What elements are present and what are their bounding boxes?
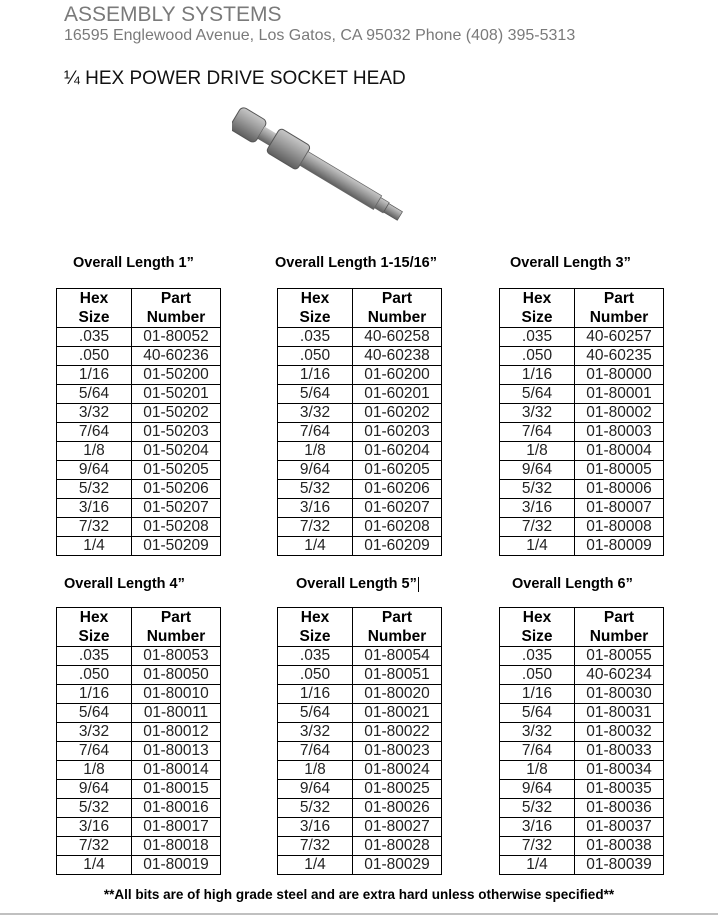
header-part-number: Part Number (132, 608, 221, 647)
hex-size-cell: 7/32 (278, 518, 353, 537)
table-row (500, 385, 664, 404)
table-row (500, 761, 664, 780)
hex-size-cell: 7/64 (278, 742, 353, 761)
table-row (57, 666, 221, 685)
hex-size-cell: .050 (278, 347, 353, 366)
table-row (278, 385, 442, 404)
part-number-cell: 40-60236 (132, 347, 221, 366)
table-row (57, 856, 221, 875)
table-row (500, 499, 664, 518)
table-row (57, 704, 221, 723)
table-row (500, 404, 664, 423)
table-row (57, 837, 221, 856)
hex-size-cell: 7/32 (57, 518, 132, 537)
part-number-cell: 01-80051 (353, 666, 442, 685)
part-number-cell: 01-60203 (353, 423, 442, 442)
table-row (278, 461, 442, 480)
hex-size-cell: 5/64 (278, 385, 353, 404)
part-number-cell: 01-50205 (132, 461, 221, 480)
table-row (57, 742, 221, 761)
table-row (57, 328, 221, 347)
header-part-number: Part Number (353, 608, 442, 647)
hex-size-cell: 7/64 (500, 742, 575, 761)
parts-table-6in (499, 607, 664, 875)
parts-table-4in (56, 607, 221, 875)
part-number-cell: 01-80027 (353, 818, 442, 837)
table-row (500, 647, 664, 666)
table-row (500, 442, 664, 461)
part-number-cell: 01-50207 (132, 499, 221, 518)
hex-size-cell: 9/64 (500, 461, 575, 480)
part-number-cell: 01-80016 (132, 799, 221, 818)
table-row (57, 480, 221, 499)
header-hex-size: Hex Size (278, 289, 353, 328)
hex-size-cell: .050 (500, 347, 575, 366)
table-row (278, 404, 442, 423)
part-number-cell: 01-80029 (353, 856, 442, 875)
hex-size-cell: 5/64 (57, 385, 132, 404)
hex-size-cell: .035 (500, 328, 575, 347)
part-number-cell: 01-80026 (353, 799, 442, 818)
part-number-cell: 01-80037 (575, 818, 664, 837)
hex-size-cell: 3/16 (57, 818, 132, 837)
group-title-4in: Overall Length 4” (64, 576, 185, 592)
table-row (278, 780, 442, 799)
hex-size-cell: 1/8 (500, 761, 575, 780)
hex-size-cell: 5/64 (278, 704, 353, 723)
hex-size-cell: .035 (500, 647, 575, 666)
hex-size-cell: 1/16 (57, 685, 132, 704)
hex-size-cell: 7/64 (278, 423, 353, 442)
table-row (57, 518, 221, 537)
hex-size-cell: 1/4 (278, 537, 353, 556)
table-row (500, 537, 664, 556)
table-row (500, 666, 664, 685)
hex-size-cell: 1/4 (500, 856, 575, 875)
hex-size-cell: 5/32 (500, 480, 575, 499)
table-row (278, 818, 442, 837)
table-row (500, 685, 664, 704)
part-number-cell: 01-80022 (353, 723, 442, 742)
header-part-number: Part Number (575, 289, 664, 328)
part-number-cell: 01-80000 (575, 366, 664, 385)
part-number-cell: 01-50209 (132, 537, 221, 556)
part-number-cell: 01-80052 (132, 328, 221, 347)
company-address: 16595 Englewood Avenue, Los Gatos, CA 95032 Phone (408) 395-5313 (64, 27, 576, 44)
hex-size-cell: 1/8 (278, 442, 353, 461)
table-row (278, 442, 442, 461)
group-title-6in: Overall Length 6” (512, 576, 633, 592)
part-number-cell: 01-80024 (353, 761, 442, 780)
hex-size-cell: .050 (278, 666, 353, 685)
part-number-cell: 40-60238 (353, 347, 442, 366)
company-name: ASSEMBLY SYSTEMS (64, 3, 282, 26)
hex-size-cell: 3/32 (500, 404, 575, 423)
hex-size-cell: 9/64 (57, 780, 132, 799)
part-number-cell: 01-60205 (353, 461, 442, 480)
table-row (500, 723, 664, 742)
header-part-number: Part Number (132, 289, 221, 328)
part-number-cell: 01-80019 (132, 856, 221, 875)
header-hex-size: Hex Size (278, 608, 353, 647)
group-title-1in: Overall Length 1” (73, 255, 194, 271)
header-hex-size: Hex Size (57, 289, 132, 328)
part-number-cell: 01-60204 (353, 442, 442, 461)
part-number-cell: 01-80017 (132, 818, 221, 837)
part-number-cell: 01-50201 (132, 385, 221, 404)
table-row (278, 799, 442, 818)
hex-size-cell: 1/4 (278, 856, 353, 875)
part-number-cell: 01-80006 (575, 480, 664, 499)
hex-size-cell: 1/8 (57, 442, 132, 461)
table-row (57, 723, 221, 742)
part-number-cell: 01-80021 (353, 704, 442, 723)
hex-size-cell: 9/64 (57, 461, 132, 480)
part-number-cell: 01-80004 (575, 442, 664, 461)
table-row (278, 837, 442, 856)
part-number-cell: 01-80025 (353, 780, 442, 799)
page-title: ¼ HEX POWER DRIVE SOCKET HEAD (64, 68, 406, 89)
part-number-cell: 01-80012 (132, 723, 221, 742)
part-number-cell: 01-80039 (575, 856, 664, 875)
hex-size-cell: 3/16 (278, 499, 353, 518)
table-row (278, 723, 442, 742)
table-row (278, 423, 442, 442)
hex-bit-image (232, 98, 457, 238)
part-number-cell: 01-50206 (132, 480, 221, 499)
table-row (57, 499, 221, 518)
hex-size-cell: 3/32 (57, 723, 132, 742)
hex-size-cell: 5/64 (500, 385, 575, 404)
table-row (278, 499, 442, 518)
parts-table-3in (499, 288, 664, 556)
part-number-cell: 01-80036 (575, 799, 664, 818)
hex-size-cell: 1/16 (278, 366, 353, 385)
hex-size-cell: 5/32 (57, 480, 132, 499)
hex-size-cell: .050 (57, 347, 132, 366)
parts-table-5in (277, 607, 442, 875)
table-row (278, 537, 442, 556)
table-row (57, 818, 221, 837)
table-row (278, 328, 442, 347)
table-row (278, 742, 442, 761)
hex-size-cell: 3/16 (278, 818, 353, 837)
part-number-cell: 01-80001 (575, 385, 664, 404)
part-number-cell: 01-50202 (132, 404, 221, 423)
table-row (278, 666, 442, 685)
part-number-cell: 01-80038 (575, 837, 664, 856)
part-number-cell: 01-50208 (132, 518, 221, 537)
table-row (57, 537, 221, 556)
hex-size-cell: 1/8 (500, 442, 575, 461)
table-row (500, 780, 664, 799)
hex-size-cell: 3/32 (278, 404, 353, 423)
table-row (500, 518, 664, 537)
hex-size-cell: 7/64 (57, 423, 132, 442)
hex-size-cell: 1/16 (57, 366, 132, 385)
table-row (278, 685, 442, 704)
table-row (500, 347, 664, 366)
table-row (500, 328, 664, 347)
table-row (57, 404, 221, 423)
part-number-cell: 01-50204 (132, 442, 221, 461)
hex-size-cell: 1/4 (500, 537, 575, 556)
header-part-number: Part Number (575, 608, 664, 647)
table-row (500, 799, 664, 818)
text-cursor (418, 577, 419, 592)
part-number-cell: 01-80030 (575, 685, 664, 704)
hex-size-cell: 5/32 (278, 480, 353, 499)
hex-size-cell: 1/16 (278, 685, 353, 704)
table-row (57, 366, 221, 385)
part-number-cell: 40-60234 (575, 666, 664, 685)
group-title-3in: Overall Length 3” (510, 255, 631, 271)
table-row (57, 423, 221, 442)
hex-size-cell: 1/4 (57, 537, 132, 556)
part-number-cell: 01-80014 (132, 761, 221, 780)
hex-size-cell: 3/16 (500, 818, 575, 837)
part-number-cell: 01-80013 (132, 742, 221, 761)
header-hex-size: Hex Size (500, 289, 575, 328)
header-hex-size: Hex Size (57, 608, 132, 647)
part-number-cell: 40-60257 (575, 328, 664, 347)
hex-size-cell: 1/16 (500, 685, 575, 704)
hex-size-cell: 5/32 (57, 799, 132, 818)
table-row (57, 685, 221, 704)
table-row (278, 704, 442, 723)
hex-size-cell: 5/32 (500, 799, 575, 818)
table-row (500, 837, 664, 856)
part-number-cell: 01-80007 (575, 499, 664, 518)
part-number-cell: 01-80005 (575, 461, 664, 480)
hex-size-cell: 3/16 (57, 499, 132, 518)
part-number-cell: 01-60206 (353, 480, 442, 499)
hex-size-cell: 1/4 (57, 856, 132, 875)
hex-size-cell: 5/32 (278, 799, 353, 818)
part-number-cell: 01-60200 (353, 366, 442, 385)
part-number-cell: 01-60201 (353, 385, 442, 404)
hex-size-cell: 9/64 (500, 780, 575, 799)
part-number-cell: 01-80053 (132, 647, 221, 666)
hex-size-cell: 7/32 (278, 837, 353, 856)
hex-size-cell: 3/32 (500, 723, 575, 742)
parts-table-1in (56, 288, 221, 556)
part-number-cell: 01-80034 (575, 761, 664, 780)
hex-size-cell: .050 (500, 666, 575, 685)
part-number-cell: 01-60202 (353, 404, 442, 423)
hex-size-cell: .035 (57, 647, 132, 666)
table-row (500, 423, 664, 442)
table-row (57, 780, 221, 799)
part-number-cell: 01-80032 (575, 723, 664, 742)
hex-size-cell: 7/32 (500, 518, 575, 537)
hex-size-cell: .050 (57, 666, 132, 685)
hex-size-cell: 5/64 (57, 704, 132, 723)
table-row (500, 856, 664, 875)
hex-size-cell: .035 (57, 328, 132, 347)
part-number-cell: 01-80010 (132, 685, 221, 704)
hex-size-cell: .035 (278, 647, 353, 666)
table-row (278, 480, 442, 499)
group-title-1-15-16in: Overall Length 1-15/16” (275, 255, 437, 271)
part-number-cell: 01-80054 (353, 647, 442, 666)
hex-size-cell: 1/8 (278, 761, 353, 780)
header-hex-size: Hex Size (500, 608, 575, 647)
table-row (278, 366, 442, 385)
group-title-5in: Overall Length 5” (296, 576, 417, 592)
table-row (278, 518, 442, 537)
part-number-cell: 01-80035 (575, 780, 664, 799)
part-number-cell: 01-60208 (353, 518, 442, 537)
table-row (500, 461, 664, 480)
table-row (57, 647, 221, 666)
table-row (57, 347, 221, 366)
table-row (57, 761, 221, 780)
table-row (278, 347, 442, 366)
part-number-cell: 01-80018 (132, 837, 221, 856)
part-number-cell: 01-80033 (575, 742, 664, 761)
part-number-cell: 01-80023 (353, 742, 442, 761)
part-number-cell: 01-80031 (575, 704, 664, 723)
part-number-cell: 01-50200 (132, 366, 221, 385)
hex-size-cell: 7/64 (500, 423, 575, 442)
hex-size-cell: 1/8 (57, 761, 132, 780)
hex-size-cell: 5/64 (500, 704, 575, 723)
part-number-cell: 01-80028 (353, 837, 442, 856)
table-row (500, 818, 664, 837)
table-row (57, 442, 221, 461)
part-number-cell: 01-60209 (353, 537, 442, 556)
table-row (278, 856, 442, 875)
part-number-cell: 40-60235 (575, 347, 664, 366)
part-number-cell: 01-80009 (575, 537, 664, 556)
part-number-cell: 40-60258 (353, 328, 442, 347)
part-number-cell: 01-80055 (575, 647, 664, 666)
hex-size-cell: 1/16 (500, 366, 575, 385)
table-row (278, 761, 442, 780)
table-row (57, 385, 221, 404)
part-number-cell: 01-80003 (575, 423, 664, 442)
part-number-cell: 01-80020 (353, 685, 442, 704)
part-number-cell: 01-50203 (132, 423, 221, 442)
hex-size-cell: 7/32 (57, 837, 132, 856)
part-number-cell: 01-80002 (575, 404, 664, 423)
table-row (500, 366, 664, 385)
table-row (57, 799, 221, 818)
part-number-cell: 01-60207 (353, 499, 442, 518)
hex-size-cell: 3/32 (57, 404, 132, 423)
part-number-cell: 01-80050 (132, 666, 221, 685)
hex-size-cell: 7/32 (500, 837, 575, 856)
hex-size-cell: 3/32 (278, 723, 353, 742)
table-row (500, 704, 664, 723)
table-row (57, 461, 221, 480)
hex-size-cell: 7/64 (57, 742, 132, 761)
hex-size-cell: 9/64 (278, 461, 353, 480)
part-number-cell: 01-80011 (132, 704, 221, 723)
table-row (500, 742, 664, 761)
page-divider (0, 913, 718, 915)
header-part-number: Part Number (353, 289, 442, 328)
table-row (278, 647, 442, 666)
part-number-cell: 01-80008 (575, 518, 664, 537)
hex-size-cell: .035 (278, 328, 353, 347)
part-number-cell: 01-80015 (132, 780, 221, 799)
parts-table-1-15-16in (277, 288, 442, 556)
footnote: **All bits are of high grade steel and are extra hard unless otherwise specified** (103, 887, 615, 902)
hex-size-cell: 3/16 (500, 499, 575, 518)
table-row (500, 480, 664, 499)
hex-size-cell: 9/64 (278, 780, 353, 799)
